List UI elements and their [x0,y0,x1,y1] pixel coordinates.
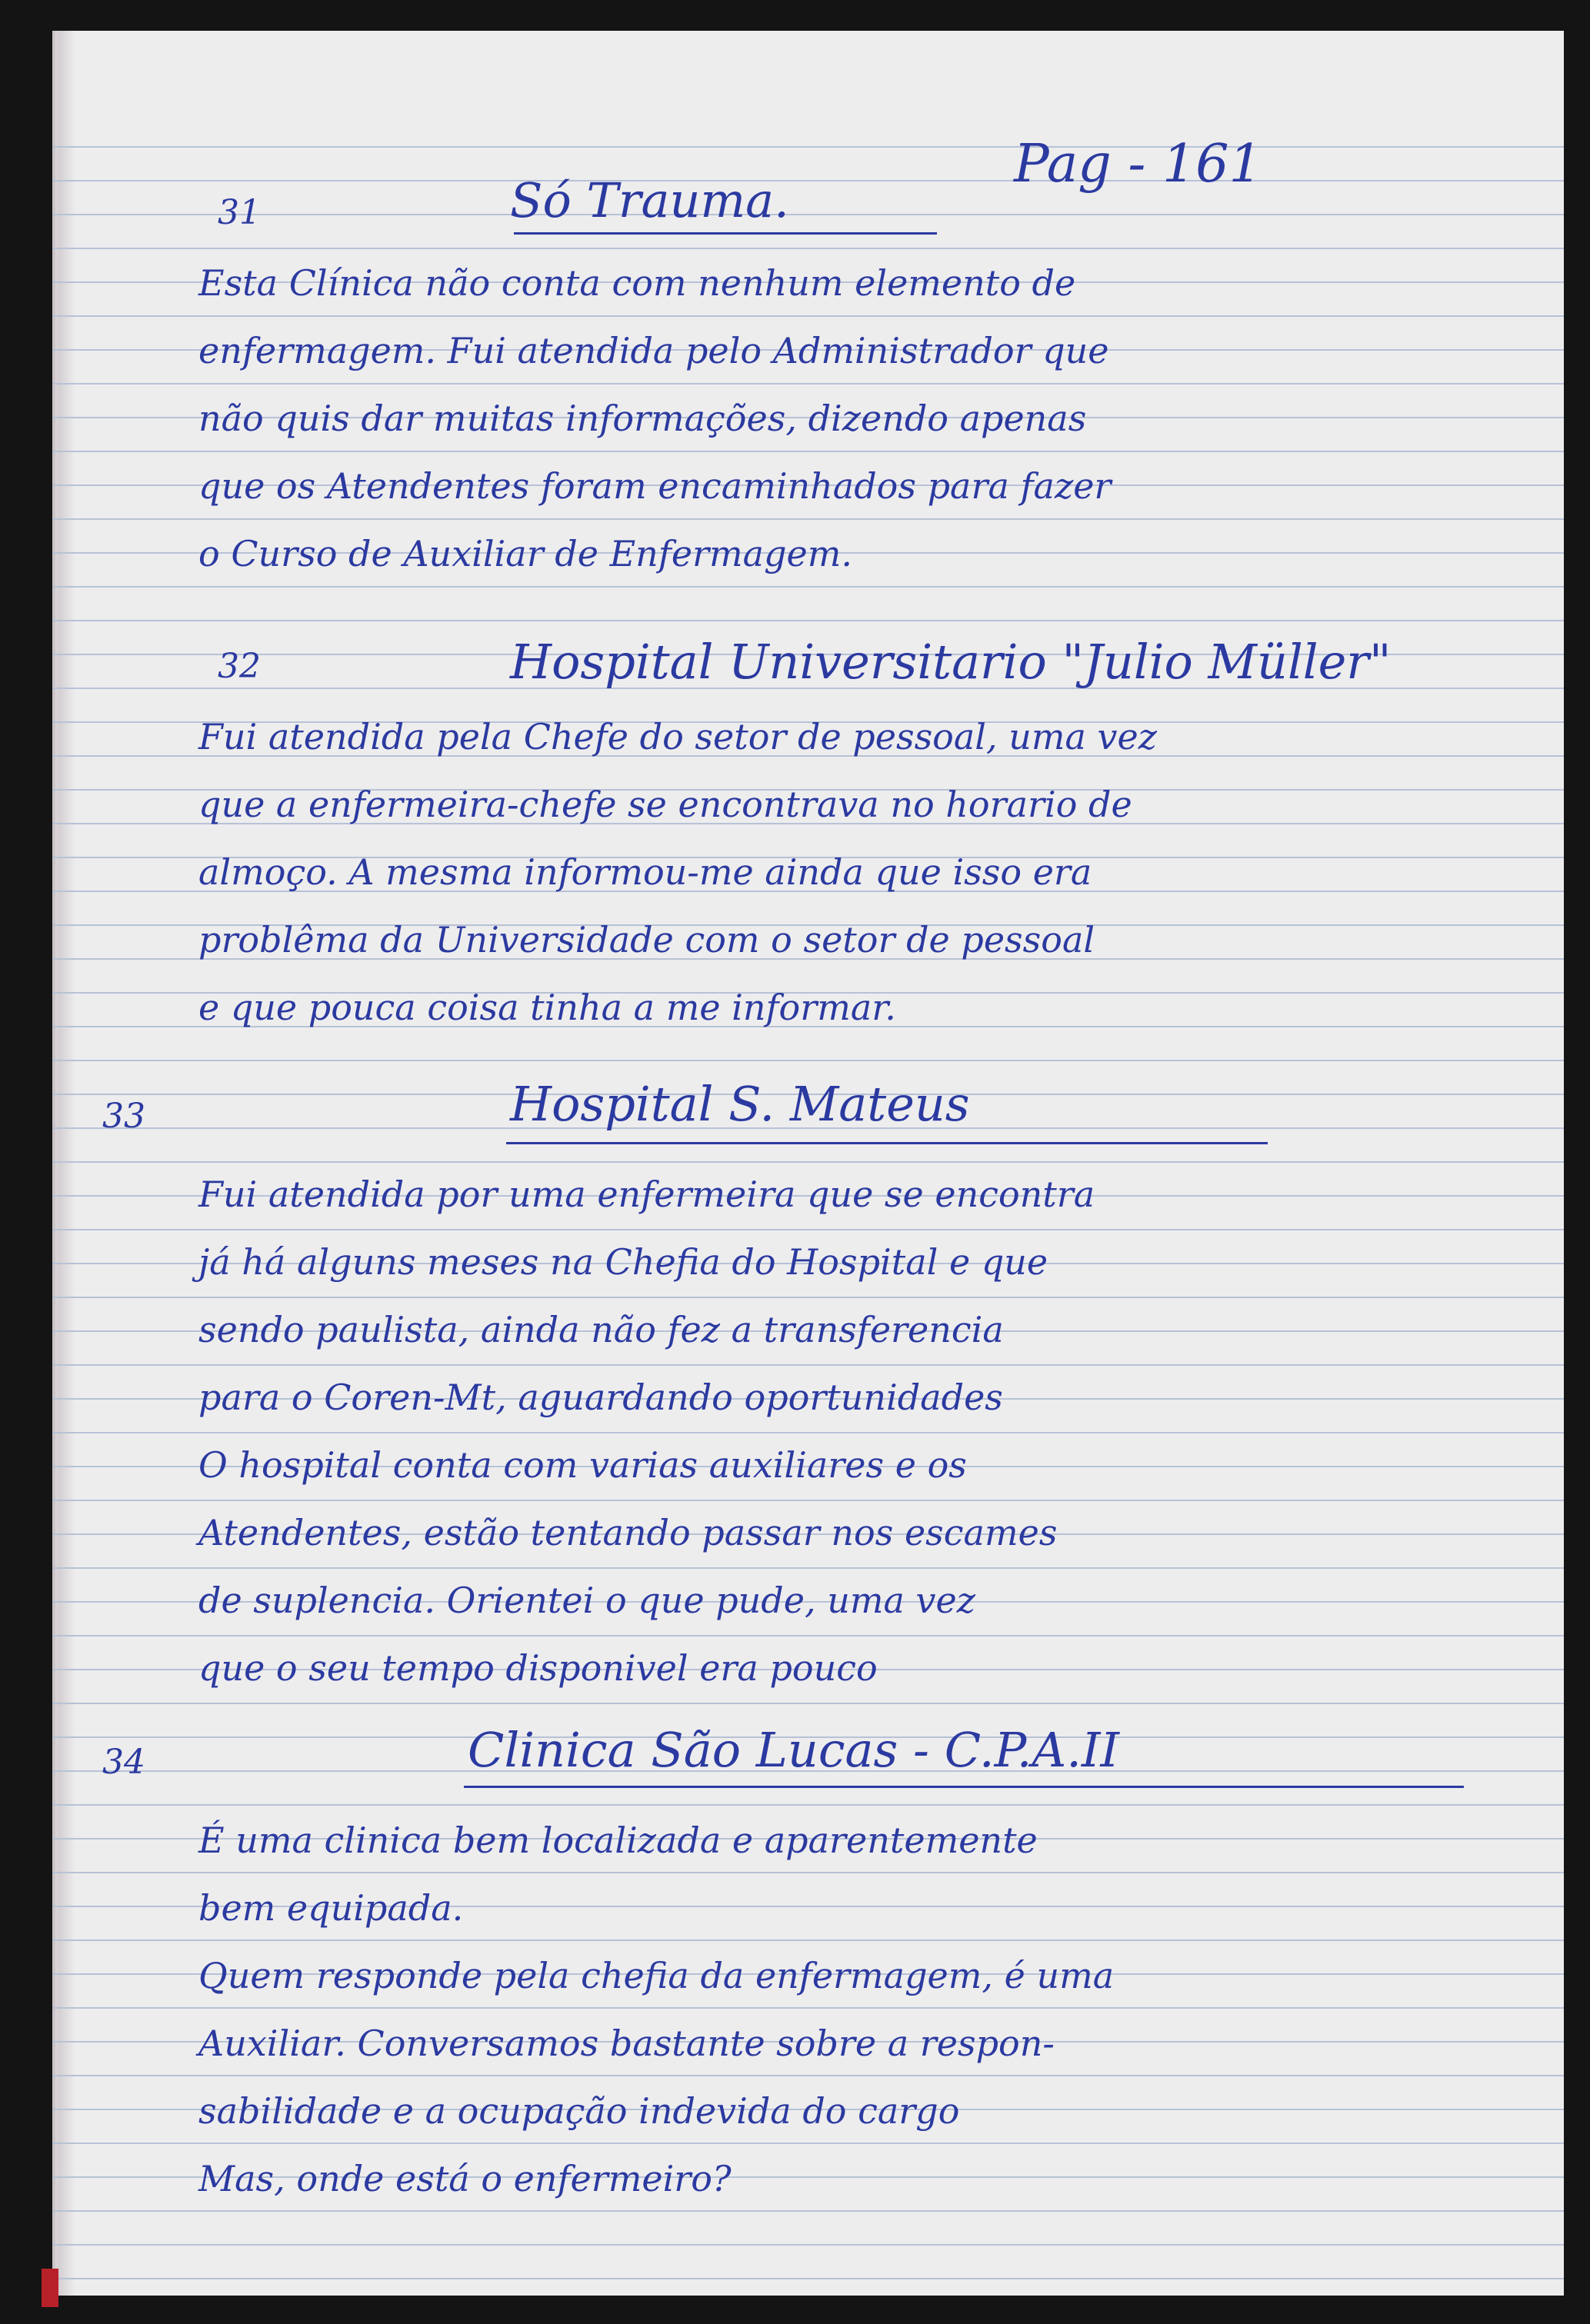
entry-number: 31 [218,193,261,232]
entry-line: almoço. A mesma informou-me ainda que isso era [198,851,1092,893]
notebook-page [52,31,1564,2296]
entry-line: que os Atendentes foram encaminhados para fazer [198,465,1112,507]
page-number: Pag - 161 [1014,134,1262,195]
entry-line: Auxiliar. Conversamos bastante sobre a respon- [198,2023,1055,2064]
entry-line: Fui atendida pela Chefe do setor de pessoal, uma vez [198,716,1157,757]
entry-line: Mas, onde está o enfermeiro? [198,2158,732,2199]
entry-line: e que pouca coisa tinha a me informar. [198,987,896,1028]
entry-line: o Curso de Auxiliar de Enfermagem. [198,533,852,574]
entry-number: 33 [102,1097,145,1136]
entry-line: de suplencia. Orientei o que pude, uma vez [198,1580,975,1621]
entry-title: Hospital S. Mateus [510,1076,970,1132]
entry-line: não quis dar muitas informações, dizendo apenas [198,398,1087,439]
entry-line: sabilidade e a ocupação indevida do cargo [198,2090,960,2132]
red-binding-tab [42,2269,58,2307]
entry-line: É uma clinica bem localizada e aparentemente [198,1820,1038,1861]
title-underline [514,232,937,235]
entry-number: 32 [218,647,261,686]
title-underline [506,1142,1268,1144]
entry-line: para o Coren-Mt, aguardando oportunidades [198,1377,1003,1418]
title-underline [464,1786,1464,1788]
entry-line: bem equipada. [198,1887,464,1929]
entry-line: O hospital conta com varias auxiliares e os [198,1444,967,1486]
entry-title: Clinica São Lucas - C.P.A.II [468,1722,1119,1778]
entry-line: sendo paulista, ainda não fez a transferencia [198,1309,1004,1350]
entry-line: Esta Clínica não conta com nenhum elemento de [198,262,1076,304]
entry-line: Atendentes, estão tentando passar nos escames [198,1512,1058,1553]
entry-line: que o seu tempo disponivel era pouco [198,1647,878,1689]
entry-line: já há alguns meses na Chefia do Hospital e que [198,1241,1048,1283]
entry-line: problêma da Universidade com o setor de pessoal [198,919,1095,961]
entry-line: que a enfermeira-chefe se encontrava no horario de [198,784,1132,825]
entry-line: enfermagem. Fui atendida pelo Administrador que [198,330,1109,371]
entry-line: Fui atendida por uma enfermeira que se encontra [198,1174,1095,1215]
entry-title: Hospital Universitario "Julio Müller" [510,634,1392,690]
entry-title: Só Trauma. [510,172,789,228]
entry-line: Quem responde pela chefia da enfermagem, é uma [198,1955,1115,1996]
entry-number: 34 [102,1743,145,1782]
handwritten-content [52,31,1564,2296]
